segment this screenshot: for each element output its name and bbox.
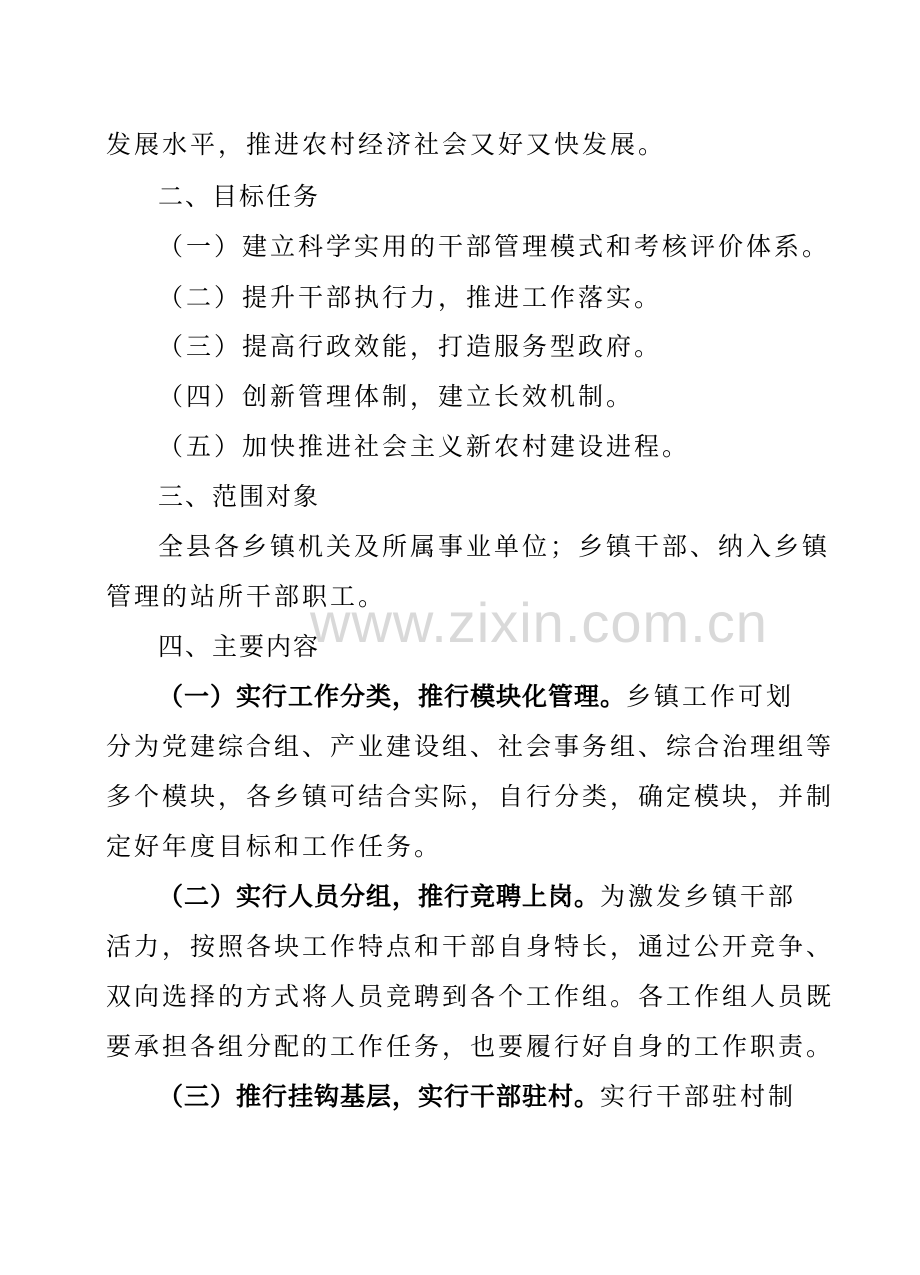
section-heading-scope: 三、范围对象: [158, 482, 321, 511]
content-item-2-title: （二）实行人员分组，推行竞聘上岗。: [158, 882, 601, 911]
goal-item-5: （五）加快推进社会主义新农村建设进程。: [158, 432, 691, 461]
goal-item-2: （二）提升干部执行力，推进工作落实。: [158, 283, 663, 312]
content-item-1-text: 乡镇工作可划: [626, 682, 795, 711]
content-item-1-title: （一）实行工作分类，推行模块化管理。: [158, 682, 627, 711]
content-item-2-text: 为激发乡镇干部: [600, 882, 797, 911]
content-item-2-line-2: 活力，按照各块工作特点和干部自身特长，通过公开竞争、: [106, 932, 835, 961]
section-heading-targets: 二、目标任务: [158, 182, 321, 211]
content-item-2-line-4: 要承担各组分配的工作任务，也要履行好自身的工作职责。: [106, 1032, 835, 1061]
content-item-1-line-2: 分为党建综合组、产业建设组、社会事务组、综合治理组等: [106, 732, 835, 761]
goal-item-1: （一）建立科学实用的干部管理模式和考核评价体系。: [158, 232, 831, 261]
content-item-3-line-1: [158, 1082, 796, 1112]
content-item-1-line-1: [158, 682, 794, 712]
scope-line-2: 管理的站所干部职工。: [106, 582, 387, 611]
paragraph-line: 发展水平，推进农村经济社会又好又快发展。: [106, 130, 667, 159]
content-item-1-line-3: 多个模块，各乡镇可结合实际，自行分类，确定模块，并制: [106, 782, 835, 811]
goal-item-3: （三）提高行政效能，打造服务型政府。: [158, 332, 663, 361]
content-item-3-title: （三）推行挂钩基层，实行干部驻村。: [158, 1082, 601, 1111]
content-item-2-line-1: [158, 882, 796, 912]
content-item-1-line-4: 定好年度目标和工作任务。: [106, 832, 443, 861]
watermark: www.zixin.com.cn: [310, 591, 768, 654]
goal-item-4: （四）创新管理体制，建立长效机制。: [158, 382, 635, 411]
content-item-2-line-3: 双向选择的方式将人员竞聘到各个工作组。各工作组人员既: [106, 982, 835, 1011]
scope-line-1: 全县各乡镇机关及所属事业单位；乡镇干部、纳入乡镇: [158, 532, 831, 561]
section-heading-content: 四、主要内容: [158, 632, 321, 661]
content-item-3-text: 实行干部驻村制: [600, 1082, 797, 1111]
